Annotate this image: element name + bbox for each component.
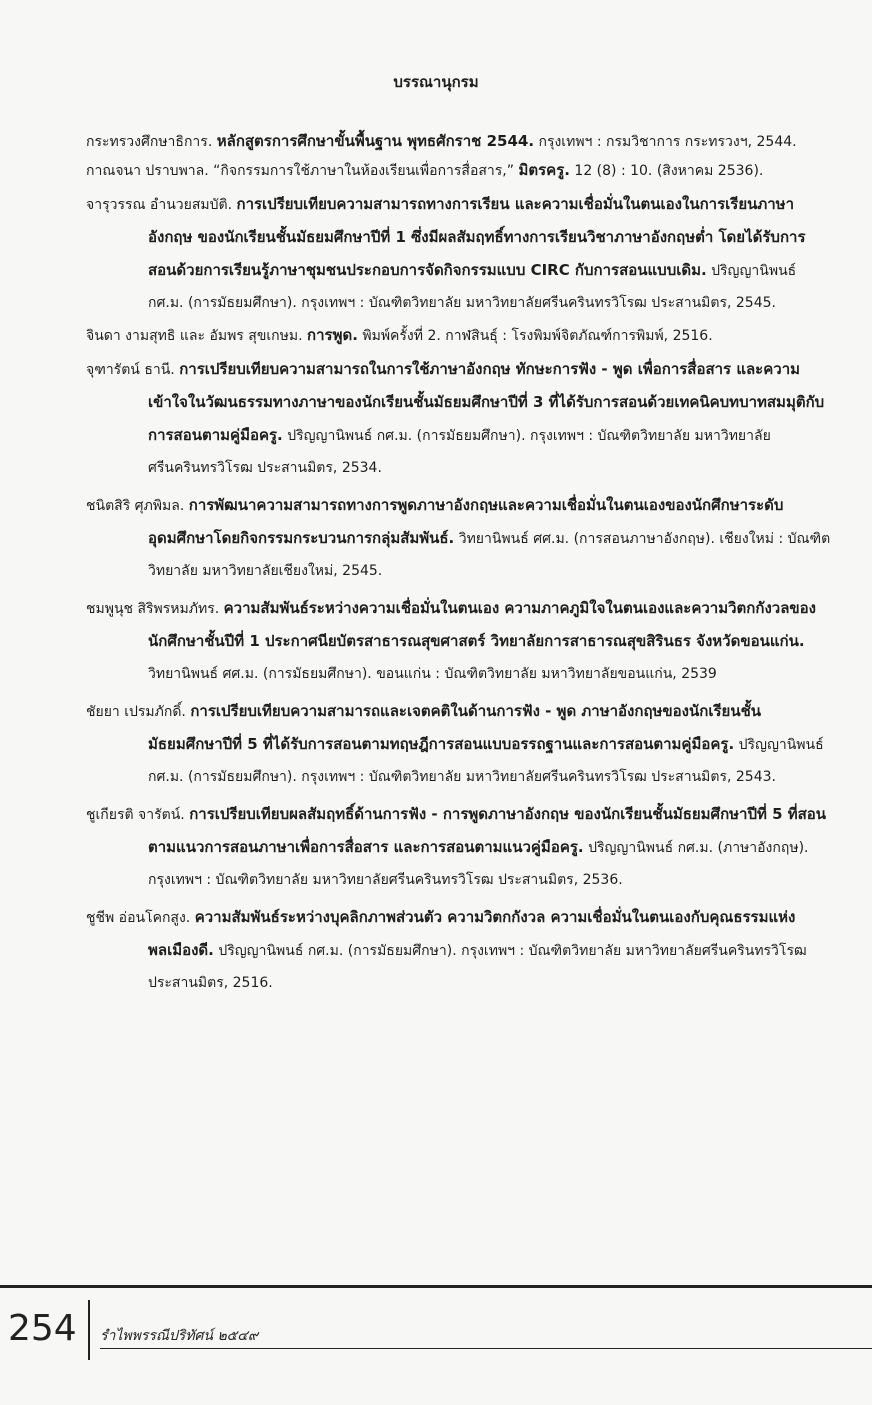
reference-author: ชนิตสิริ ศุภพิมล.: [86, 498, 185, 514]
reference-list: [86, 130, 832, 1004]
reference-details: 12 (8) : 10. (สิงหาคม 2536).: [574, 163, 764, 179]
footer-rule: [0, 1285, 872, 1288]
page-title: บรรณานุกรม: [393, 73, 479, 91]
reference-details: ปริญญานิพนธ์ กศ.ม. (การมัธยมศึกษา). กรุงเทพฯ : บัณฑิตวิทยาลัย มหาวิทยาลัยศรีนครินทรวิโรฒ ประสานมิตร, 2543.: [148, 737, 824, 785]
reference-item: [86, 695, 832, 793]
page-number: 254: [8, 1308, 77, 1349]
reference-author: จุฑารัตน์ ธานี.: [86, 362, 175, 378]
reference-item: [86, 324, 832, 348]
reference-author: ชมพูนุช สิริพรหมภัทร.: [86, 601, 220, 617]
reference-author: กาณจนา ปราบพาล.: [86, 163, 209, 179]
reference-item: [86, 489, 832, 587]
reference-details: ปริญญานิพนธ์ กศ.ม. (การมัธยมศึกษา). กรุงเทพฯ : บัณฑิตวิทยาลัย มหาวิทยาลัยศรีนครินทรวิโรฒประสานมิตร, 2516.: [148, 943, 807, 991]
reference-title: การเปรียบเทียบผลสัมฤทธิ์ด้านการฟัง - การพูดภาษาอังกฤษ ของนักเรียนชั้นมัธยมศึกษาปีที่ 5 ที่สอนตามแนวการสอนภาษาเพื่อการสื่อสาร และการสอนตามแนวคู่มือครู.: [148, 805, 827, 856]
reference-author: ชูชีพ อ่อนโคกสูง.: [86, 910, 191, 926]
reference-item: [86, 130, 832, 154]
reference-item: [86, 159, 832, 183]
footer-underline: [100, 1348, 872, 1349]
reference-title: การพัฒนาความสามารถทางการพูดภาษาอังกฤษและความเชื่อมั่นในตนเองของนักศึกษาระดับอุดมศึกษาโดยกิจกรรมกระบวนการกลุ่มสัมพันธ์.: [148, 496, 784, 547]
footer-divider: [88, 1300, 90, 1360]
reference-item: [86, 798, 832, 896]
reference-details: ปริญญานิพนธ์ กศ.ม. (การมัธยมศึกษา). กรุงเทพฯ : บัณฑิตวิทยาลัย มหาวิทยาลัยศรีนครินทรวิโรฒ ประสานมิตร, 2534.: [148, 428, 771, 476]
reference-item: [86, 901, 832, 999]
reference-title: การเปรียบเทียบความสามารถทางการเรียน และความเชื่อมั่นในตนเองในการเรียนภาษาอังกฤษ ของนักเรียนชั้นมัธยมศึกษาปีที่ 1 ซึ่งมีผลสัมฤทธิ์ทางการเรียนวิชาภาษาอังกฤษต่ำ โดยได้รับการสอนด้วยการเรียนรู้ภาษาชุมชนประกอบการจัดกิจกรรมแบบ CIRC กับการสอนแบบเดิม.: [148, 195, 806, 279]
reference-title: ความสัมพันธ์ระหว่างความเชื่อมั่นในตนเอง ความภาคภูมิใจในตนเองและความวิตกกังวลของนักศึกษาชั้นปีที่ 1 ประกาศนียบัตรสาธารณสุขศาสตร์ วิทยาลัยการสาธารณสุขสิรินธร จังหวัดขอนแก่น.: [148, 599, 816, 650]
reference-title: การเปรียบเทียบความสามารถและเจตคติในด้านการฟัง - พูด ภาษาอังกฤษของนักเรียนชั้นมัธยมศึกษาปีที่ 5 ที่ได้รับการสอนตามทฤษฎีการสอนแบบอรรถฐานและการสอนตามคู่มือครู.: [148, 702, 762, 753]
reference-item: [86, 592, 832, 690]
reference-article: “กิจกรรมการใช้ภาษาในห้องเรียนเพื่อการสื่อสาร,”: [213, 163, 515, 179]
reference-title: ความสัมพันธ์ระหว่างบุคลิกภาพส่วนตัว ความวิตกกังวล ความเชื่อมั่นในตนเองกับคุณธรรมแห่งพลเมืองดี.: [148, 908, 796, 959]
reference-details: วิทยานิพนธ์ ศศ.ม. (การมัธยมศึกษา). ขอนแก่น : บัณฑิตวิทยาลัย มหาวิทยาลัยขอนแก่น, 2539: [148, 666, 717, 682]
reference-details: พิมพ์ครั้งที่ 2. กาฬสินธุ์ : โรงพิมพ์จิตภัณฑ์การพิมพ์, 2516.: [362, 328, 713, 344]
reference-details: ปริญญานิพนธ์ กศ.ม. (ภาษาอังกฤษ). กรุงเทพฯ : บัณฑิตวิทยาลัย มหาวิทยาลัยศรีนครินทรวิโรฒ ประสานมิตร, 2536.: [148, 840, 809, 888]
reference-title: มิตรครู.: [518, 161, 570, 179]
reference-title: หลักสูตรการศึกษาขั้นพื้นฐาน พุทธศักราช 2544.: [216, 132, 535, 150]
reference-item: [86, 188, 832, 319]
reference-title: การเปรียบเทียบความสามารถในการใช้ภาษาอังกฤษ ทักษะการฟัง - พูด เพื่อการสื่อสาร และความเข้าใจในวัฒนธรรมทางภาษาของนักเรียนชั้นมัธยมศึกษาปีที่ 3 ที่ได้รับการสอนด้วยเทคนิคบทบาทสมมุติกับการสอนตามคู่มือครู.: [148, 360, 825, 444]
reference-author: จินดา งามสุทธิ และ อัมพร สุขเกษม.: [86, 328, 303, 344]
reference-details: กรุงเทพฯ : กรมวิชาการ กระทรวงฯ, 2544.: [538, 134, 797, 150]
reference-author: ชัยยา เปรมภักดิ์.: [86, 704, 186, 720]
reference-author: ชูเกียรติ จารัตน์.: [86, 807, 185, 823]
reference-details: ปริญญานิพนธ์ กศ.ม. (การมัธยมศึกษา). กรุงเทพฯ : บัณฑิตวิทยาลัย มหาวิทยาลัยศรีนครินทรวิโรฒ ประสานมิตร, 2545.: [148, 263, 797, 311]
reference-item: [86, 353, 832, 484]
reference-author: จารุวรรณ อำนวยสมบัติ.: [86, 197, 233, 213]
reference-title: การพูด.: [307, 326, 358, 344]
reference-details: วิทยานิพนธ์ ศศ.ม. (การสอนภาษาอังกฤษ). เชียงใหม่ : บัณฑิตวิทยาลัย มหาวิทยาลัยเชียงใหม่, 2545.: [148, 531, 831, 579]
reference-author: กระทรวงศึกษาธิการ.: [86, 134, 213, 150]
journal-name: รำไพพรรณีปริทัศน์ ๒๕๔๙: [100, 1328, 259, 1344]
